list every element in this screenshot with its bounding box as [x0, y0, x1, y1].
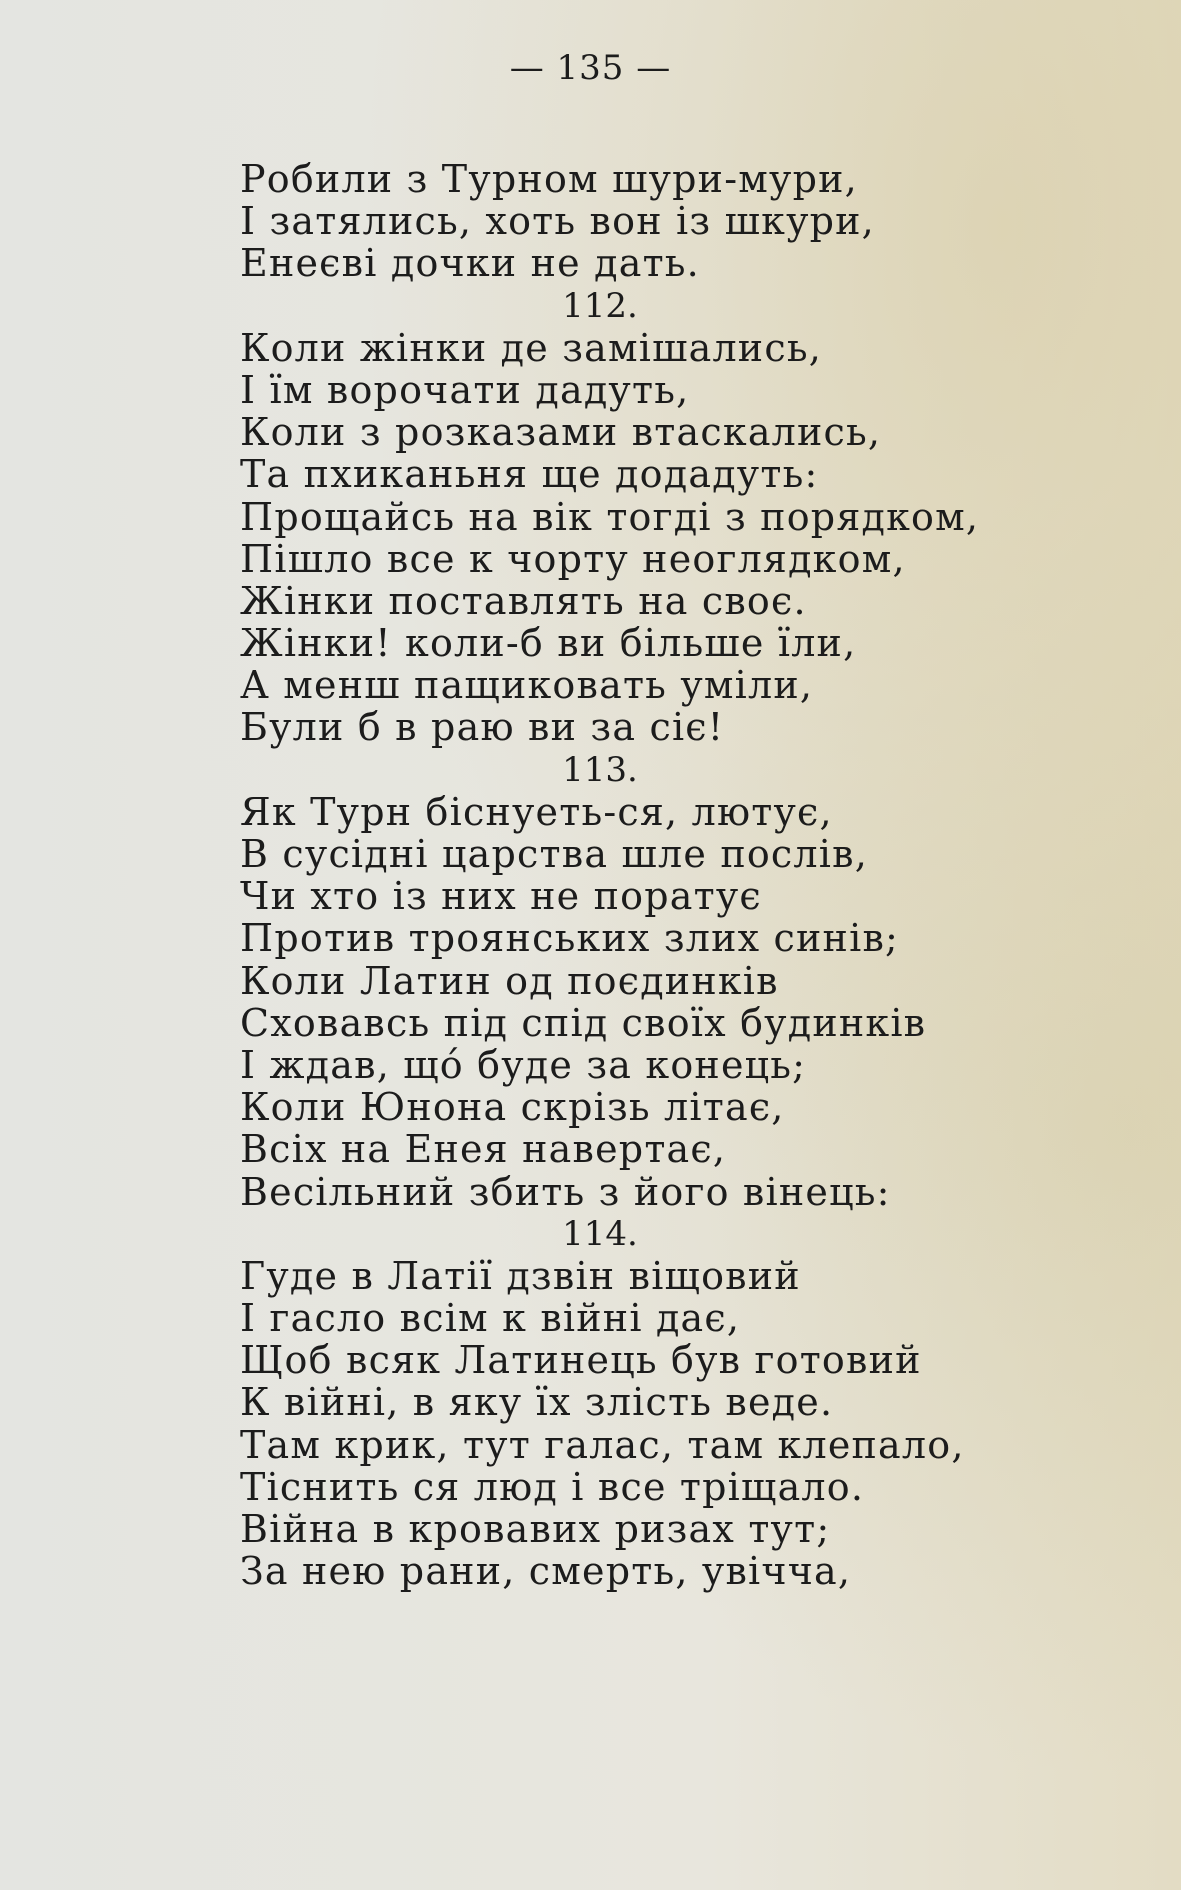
verse-line: Всіх на Енея навертає,: [240, 1127, 727, 1172]
verse-line: Прощайсь на вік тогді з порядком,: [240, 494, 980, 539]
verse-line: Пішло все к чорту неоглядком,: [240, 536, 906, 581]
verse-line: І їм ворочати дадуть,: [240, 367, 690, 412]
verse-line: Коли Юнона скрізь літає,: [240, 1085, 785, 1130]
poem-text: [240, 158, 1100, 1592]
verse-line: Та пхиканьня ще додадуть:: [240, 452, 819, 497]
verse-line: Війна в кровавих ризах тут;: [240, 1507, 831, 1551]
stanza-number: 113.: [562, 749, 638, 790]
verse-line: Чи хто із них не поратує: [240, 874, 762, 919]
verse-line: А менш пащиковать уміли,: [240, 663, 814, 708]
verse-line: Коли жінки де замішались,: [240, 325, 822, 370]
page-number: — 135 —: [509, 48, 672, 88]
stanza-number: 112.: [562, 285, 638, 326]
verse-line: Там крик, тут галас, там клепало,: [240, 1422, 965, 1467]
verse-line: Коли з розказами втаскались,: [240, 410, 882, 455]
verse-line: За нею рани, смерть, увічча,: [240, 1549, 852, 1594]
verse-line: Весільний збить з його вінець:: [240, 1169, 891, 1214]
stanza-number: 114.: [562, 1213, 638, 1254]
verse-line: І гасло всім к війні дає,: [240, 1296, 741, 1341]
verse-line: Були б в раю ви за сіє!: [240, 705, 725, 750]
verse-line: Робили з Турном шури-мури,: [240, 157, 858, 201]
verse-line: Коли Латин од поєдинків: [240, 958, 779, 1003]
verse-line: Жінки поставлять на своє.: [240, 578, 807, 623]
verse-line: Енеєві дочки не дать.: [240, 241, 700, 286]
verse-line: Сховавсь під спід своїх будинків: [240, 1000, 927, 1045]
verse-line: В сусідні царства шле послів,: [240, 832, 868, 876]
verse-line: І затялись, хоть вон із шкури,: [240, 199, 875, 244]
verse-line: Жінки! коли-б ви більше їли,: [240, 621, 857, 666]
verse-line: І ждав, щó буде за конець;: [240, 1042, 807, 1087]
verse-line: Гуде в Латії дзвін віщовий: [240, 1253, 801, 1298]
verse-line: К війні, в яку їх злість веде.: [240, 1380, 834, 1425]
verse-line: Тіснить ся люд і все тріщало.: [240, 1464, 865, 1509]
verse-line: Против троянських злих синів;: [240, 916, 900, 961]
verse-line: Щоб всяк Латинець був готовий: [240, 1338, 922, 1383]
verse-line: Як Турн біснуеть-ся, лютує,: [240, 789, 833, 834]
